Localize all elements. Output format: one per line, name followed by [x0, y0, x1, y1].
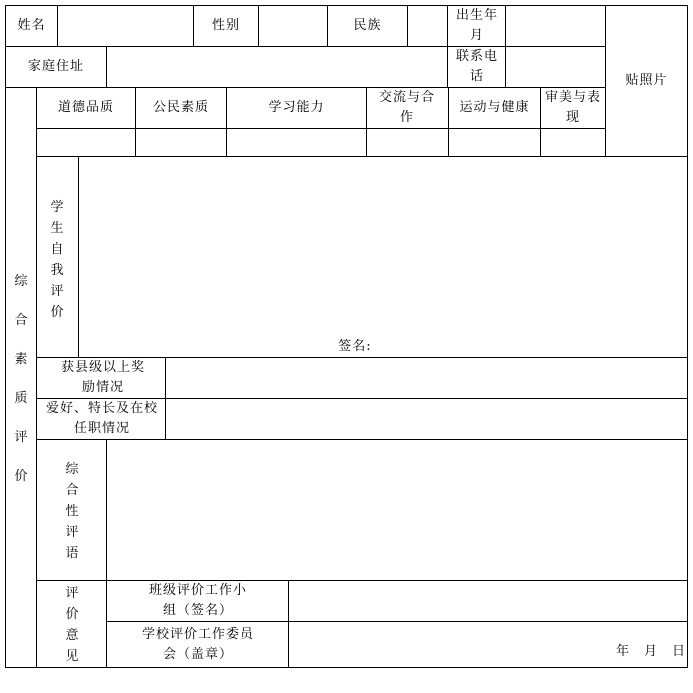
category-moral: 道德品质: [57, 100, 114, 115]
category-aesthetics-value[interactable]: [541, 129, 605, 156]
hobbies-label: 爱好、特长及在校任职情况: [45, 401, 158, 436]
ethnicity-field[interactable]: [408, 6, 447, 46]
line-r1-f: [447, 5, 448, 87]
line-right: [687, 5, 688, 668]
class-group-signature-field[interactable]: [289, 581, 687, 621]
signature-label: 签名:: [338, 339, 372, 354]
opinion-label: 评价意见: [65, 586, 79, 664]
photo-label: 贴照片: [625, 73, 668, 88]
name-field[interactable]: [58, 6, 193, 46]
address-label: 家庭住址: [27, 59, 84, 74]
address-field[interactable]: [107, 47, 447, 87]
category-civic: 公民素质: [152, 100, 209, 115]
gender-field[interactable]: [259, 6, 327, 46]
class-group-label: 班级评价工作小组（签名）: [148, 583, 247, 618]
phone-field[interactable]: [506, 47, 605, 87]
self-eval-field[interactable]: [79, 157, 687, 337]
category-sports-health: 运动与健康: [459, 100, 530, 115]
category-learning-value[interactable]: [227, 129, 366, 156]
phone-label: 联系电话: [455, 49, 498, 84]
date-label: 年 月 日: [615, 644, 686, 659]
school-committee-label: 学校评价工作委员会（盖章）: [142, 626, 255, 662]
birth-label: 出生年月: [455, 8, 498, 43]
line-left-inner: [36, 87, 37, 668]
line-left: [5, 5, 6, 668]
birth-field[interactable]: [506, 6, 605, 46]
comments-field[interactable]: [107, 440, 687, 580]
awards-label: 获县级以上奖励情况: [60, 360, 145, 395]
awards-field[interactable]: [166, 358, 687, 398]
evaluation-side-label: 综合素质评价: [14, 274, 28, 484]
self-eval-label: 学生自我评价: [50, 200, 64, 320]
category-communication-value[interactable]: [367, 129, 448, 156]
category-civic-value[interactable]: [136, 129, 226, 156]
comments-label: 综合性评语: [65, 462, 79, 561]
hobbies-field[interactable]: [166, 399, 687, 439]
line-bottom: [5, 667, 688, 668]
category-moral-value[interactable]: [37, 129, 135, 156]
name-label: 姓名: [17, 18, 46, 33]
category-aesthetics: 审美与表现: [545, 90, 602, 125]
ethnicity-label: 民族: [353, 18, 382, 33]
gender-label: 性别: [211, 18, 240, 33]
category-communication: 交流与合作: [378, 90, 435, 125]
category-sports-health-value[interactable]: [449, 129, 540, 156]
category-learning: 学习能力: [268, 100, 325, 115]
